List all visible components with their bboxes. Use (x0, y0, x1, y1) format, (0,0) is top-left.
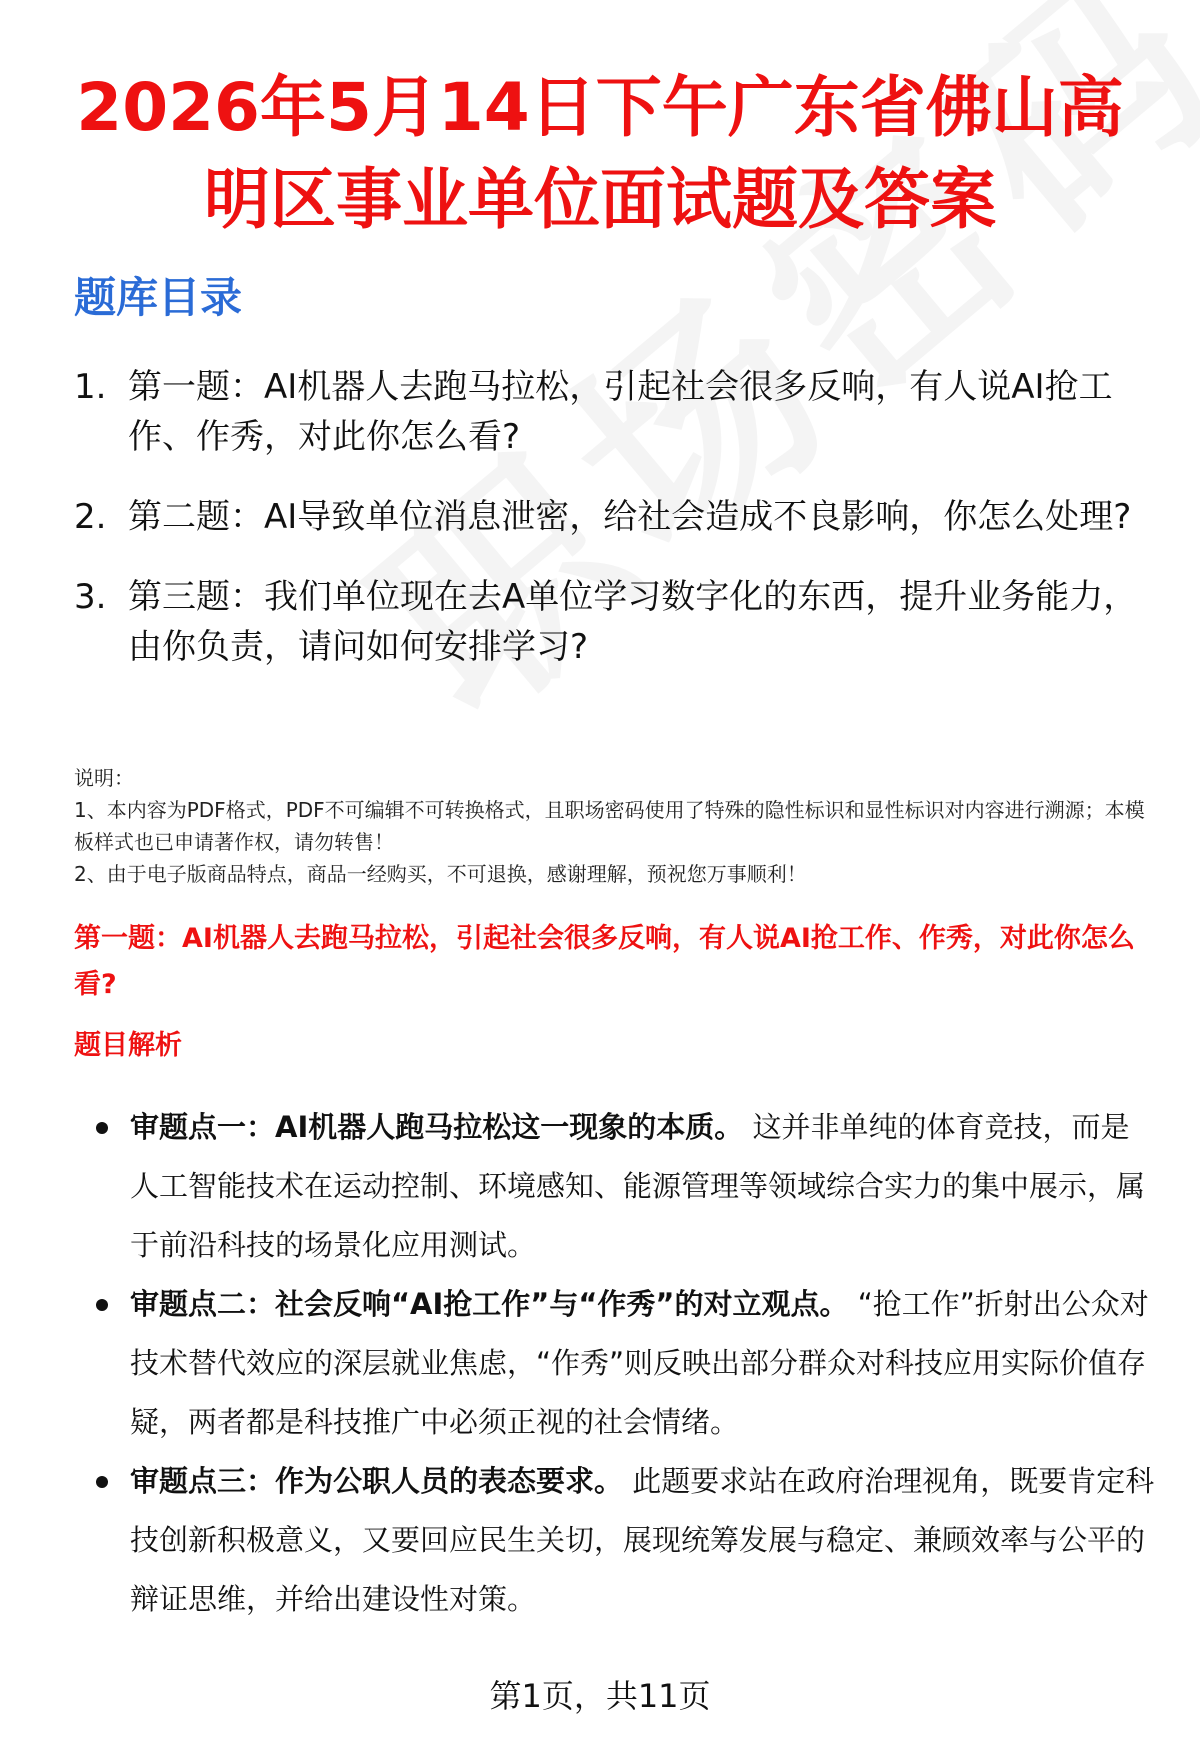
toc-item[interactable] (74, 572, 1144, 672)
note-line: 1、本内容为PDF格式，PDF不可编辑不可转换格式，且职场密码使用了特殊的隐性标识和显性标识对内容进行溯源；本模板样式也已申请著作权，请勿转售！ (74, 798, 1145, 854)
point-title: 审题点二：社会反响“AI抢工作”与“作秀”的对立观点。 (130, 1287, 849, 1321)
analysis-point (96, 1098, 1156, 1275)
toc-item-number: 2. (74, 497, 107, 537)
question-heading: 第一题：AI机器人去跑马拉松，引起社会很多反响，有人说AI抢工作、作秀，对此你怎么看? (74, 923, 1135, 1000)
point-text: 这并非单纯的体育竞技，而是人工智能技术在运动控制、环境感知、能源管理等领域综合实力的集中展示，属于前沿科技的场景化应用测试。 (130, 1110, 1146, 1262)
toc-item-number: 1. (74, 367, 107, 407)
point-title: 审题点三：作为公职人员的表态要求。 (130, 1464, 624, 1498)
bullet-icon (96, 1122, 108, 1134)
analysis-heading: 题目解析 (74, 1030, 182, 1061)
analysis-point (96, 1452, 1156, 1629)
analysis-points (96, 1098, 1156, 1629)
note-section (74, 762, 1164, 890)
document-title: 2026年5月14日下午广东省佛山高明区事业单位面试题及答案 (76, 69, 1124, 238)
toc-list (74, 362, 1144, 702)
bullet-icon (96, 1476, 108, 1488)
note-line: 2、由于电子版商品特点，商品一经购买，不可退换，感谢理解，预祝您万事顺利！ (74, 862, 807, 886)
note-label: 说明： (74, 766, 134, 790)
toc-item[interactable] (74, 362, 1144, 462)
bullet-icon (96, 1299, 108, 1311)
analysis-point (96, 1275, 1156, 1452)
toc-heading: 题库目录 (74, 273, 243, 322)
point-title: 审题点一：AI机器人跑马拉松这一现象的本质。 (130, 1110, 744, 1144)
page-number: 第1页，共11页 (489, 1677, 711, 1715)
toc-item-text: 第二题：AI导致单位消息泄密，给社会造成不良影响，你怎么处理? (128, 497, 1132, 537)
point-text: 此题要求站在政府治理视角，既要肯定科技创新积极意义，又要回应民生关切，展现统筹发展与稳定、兼顾效率与公平的辩证思维，并给出建设性对策。 (130, 1464, 1155, 1616)
toc-item[interactable] (74, 492, 1144, 542)
toc-item-text: 第一题：AI机器人去跑马拉松，引起社会很多反响，有人说AI抢工作、作秀，对此你怎么看? (128, 367, 1113, 457)
toc-item-text: 第三题：我们单位现在去A单位学习数字化的东西，提升业务能力，由你负责，请问如何安排学习? (128, 577, 1138, 667)
toc-item-number: 3. (74, 577, 107, 617)
point-text: “抢工作”折射出公众对技术替代效应的深层就业焦虑，“作秀”则反映出部分群众对科技应用实际价值存疑，两者都是科技推广中必须正视的社会情绪。 (130, 1287, 1149, 1439)
